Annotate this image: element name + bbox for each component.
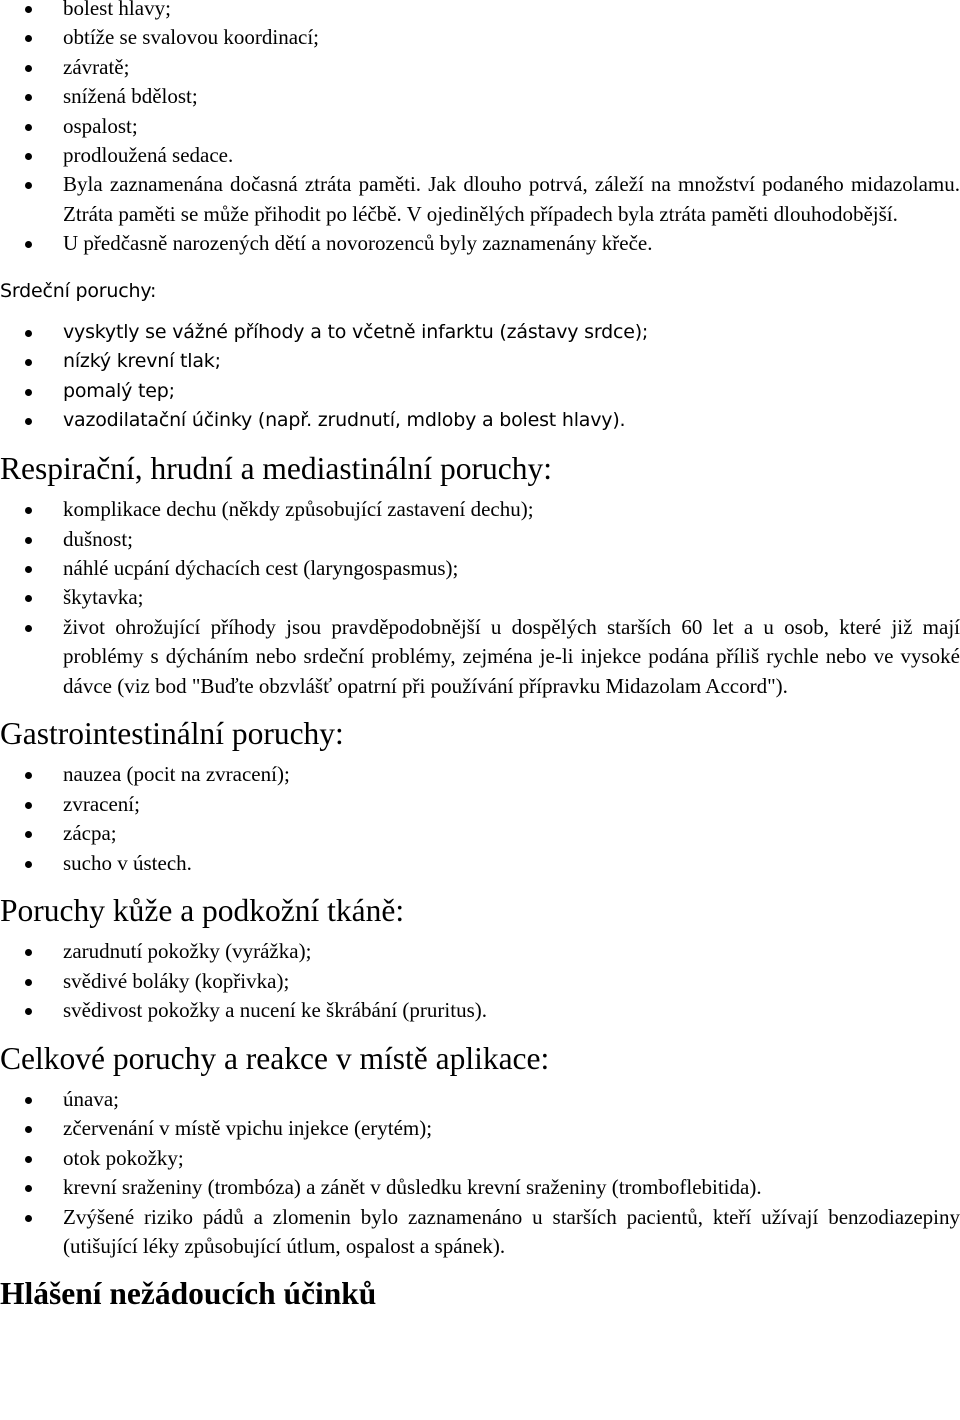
list-item: škytavka; bbox=[0, 583, 960, 612]
section-heading-reporting: Hlášení nežádoucích účinků bbox=[0, 1276, 377, 1312]
intro-list bbox=[0, 0, 960, 259]
list-item: nízký krevní tlak; bbox=[0, 347, 960, 376]
list-item: obtíže se svalovou koordinací; bbox=[0, 23, 960, 52]
section-heading-gastrointestinal: Gastrointestinální poruchy: bbox=[0, 715, 344, 751]
list-item: U předčasně narozených dětí a novorozenců byly zaznamenány křeče. bbox=[0, 229, 960, 258]
gastrointestinal-list bbox=[0, 760, 960, 878]
list-item: zvracení; bbox=[0, 790, 960, 819]
list-item: snížená bdělost; bbox=[0, 82, 960, 111]
list-item: náhlé ucpání dýchacích cest (laryngospasmus); bbox=[0, 554, 960, 583]
list-item: svědivé boláky (kopřivka); bbox=[0, 967, 960, 996]
list-item: dušnost; bbox=[0, 525, 960, 554]
list-item: vazodilatační účinky (např. zrudnutí, mdloby a bolest hlavy). bbox=[0, 406, 960, 435]
respiratory-list bbox=[0, 495, 960, 701]
list-item: zčervenání v místě vpichu injekce (erytém); bbox=[0, 1114, 960, 1143]
section-heading-cardiac: Srdeční poruchy: bbox=[0, 279, 157, 302]
list-item: prodloužená sedace. bbox=[0, 141, 960, 170]
list-item: zácpa; bbox=[0, 819, 960, 848]
list-item: nauzea (pocit na zvracení); bbox=[0, 760, 960, 789]
list-item: svědivost pokožky a nucení ke škrábání (pruritus). bbox=[0, 996, 960, 1025]
list-item: otok pokožky; bbox=[0, 1144, 960, 1173]
section-heading-general: Celkové poruchy a reakce v místě aplikace: bbox=[0, 1040, 550, 1076]
list-item: pomalý tep; bbox=[0, 377, 960, 406]
cardiac-list bbox=[0, 318, 960, 436]
list-item: Byla zaznamenána dočasná ztráta paměti. Jak dlouho potrvá, záleží na množství podaného midazolamu. Ztráta paměti se může přihodit po léčbě. V ojedinělých případech byla ztráta paměti dlouhodobější. bbox=[0, 170, 960, 229]
general-list bbox=[0, 1085, 960, 1261]
list-item: závratě; bbox=[0, 53, 960, 82]
list-item: Zvýšené riziko pádů a zlomenin bylo zaznamenáno u starších pacientů, kteří užívají benzodiazepiny (utišující léky způsobující útlum, ospalost a spánek). bbox=[0, 1203, 960, 1262]
skin-list bbox=[0, 937, 960, 1025]
list-item: ospalost; bbox=[0, 112, 960, 141]
list-item: život ohrožující příhody jsou pravděpodobnější u dospělých starších 60 let a u osob, které již mají problémy s dýcháním nebo srdeční problémy, zejména je-li injekce podána příliš rychle nebo ve vysoké dávce (viz bod "Buďte obzvlášť opatrní při používání přípravku Midazolam Accord"). bbox=[0, 613, 960, 701]
list-item: zarudnutí pokožky (vyrážka); bbox=[0, 937, 960, 966]
list-item: bolest hlavy; bbox=[0, 0, 960, 23]
list-item: sucho v ústech. bbox=[0, 849, 960, 878]
list-item: komplikace dechu (někdy způsobující zastavení dechu); bbox=[0, 495, 960, 524]
list-item: vyskytly se vážné příhody a to včetně infarktu (zástavy srdce); bbox=[0, 318, 960, 347]
list-item: únava; bbox=[0, 1085, 960, 1114]
list-item: krevní sraženiny (trombóza) a zánět v důsledku krevní sraženiny (tromboflebitida). bbox=[0, 1173, 960, 1202]
section-heading-skin: Poruchy kůže a podkožní tkáně: bbox=[0, 892, 405, 928]
section-heading-respiratory: Respirační, hrudní a mediastinální poruchy: bbox=[0, 450, 552, 486]
